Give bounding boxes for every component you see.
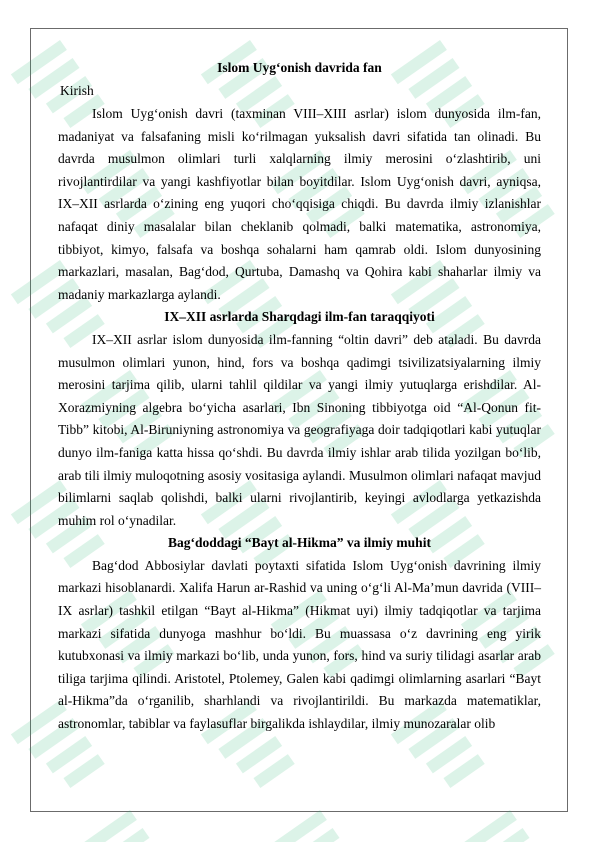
watermark-stripe (461, 810, 517, 842)
document-title: Islom Uyg‘onish davrida fan (217, 60, 382, 75)
watermark-stripe (81, 810, 137, 842)
watermark-mark (461, 810, 555, 842)
watermark-stripe (271, 810, 327, 842)
watermark-mark (271, 810, 365, 842)
watermark-mark (81, 810, 175, 842)
watermark-stripe (478, 828, 529, 842)
document-body (58, 58, 541, 736)
section-heading-bayt-al-hikma: Bag‘doddagi “Bayt al-Hikma” va ilmiy muhit (168, 535, 431, 551)
watermark-stripe (98, 828, 149, 842)
intro-paragraph: Islom Uyg‘onish davri (taxminan VIII–XIII asrlar) islom dunyosida ilm-fan, madaniyat va falsafaning misli ko‘rilmagan yuksalish davri sifatida tan olinadi. Bu davrda musulmon olimlari turli xalqlarning ilmiy merosini o‘zlashtirib, uni rivojlantirdilar va yangi kashfiyotlar bilan boyitdilar. Islom Uyg‘onish davri, ayniqsa, IX–XII asrlarda o‘zining eng yuqori cho‘qqisiga chiqdi. Bu davrda ilmiy izlanishlar nafaqat diniy masalalar bilan cheklanib qolmadi, balki matematika, astronomiya, tibbiyot, kimyo, falsafa va boshqa sohalarni ham qamrab oldi. Islom dunyosining markazlari, masalan, Bag‘dod, Qurtuba, Damashq va Qohira kabi shaharlar ilmiy va madaniy markazlarga aylandi. (58, 106, 541, 302)
bayt-al-hikma-paragraph: Bag‘dod Abbosiylar davlati poytaxti sifatida Islom Uyg‘onish davrining ilmiy markazi hisoblanardi. Xalifa Harun ar-Rashid va uning o‘g‘li Al-Ma’mun davrida (VIII–IX asrlar) tashkil etilgan “Bayt al-Hikma” (Hikmat uyi) ilmiy tadqiqotlar va tarjima markazi sifatida dunyoga mashhur bo‘ldi. Bu muassasa o‘z davrining eng yirik kutubxonasi va ilmiy markazi bo‘lib, unda yunon, fors, hind va suriy tilidagi asarlar arab tiliga tarjima qilindi. Aristotel, Ptolemey, Galen kabi qadimgi olimlarning asarlari “Bayt al-Hikma”da o‘rganilib, sharhlandi va rivojlantirildi. Bu markazda matematiklar, astronomlar, tabiblar va faylasuflar birgalikda ishlaydilar, ilmiy munozaralar olib (58, 557, 541, 732)
intro-label: Kirish (60, 83, 94, 98)
science-progress-paragraph: IX–XII asrlar islom dunyosida ilm-fanning “oltin davri” deb ataladi. Bu davrda musulmon olimlari yunon, hind, fors va boshqa qadimgi tsivilizatsiyalarning ilmiy merosini tarjima qilib, ularni tahlil qildilar va yangi ilmiy yutuqlarga erishdilar. Al-Xorazmiyning algebra bo‘yicha asarlari, Ibn Sinoning tibbiyotga oid “Al-Qonun fit-Tibb” kitobi, Al-Biruniyning astronomiya va geografiyaga doir tadqiqotlari kabi yutuqlar dunyo ilm-faniga katta hissa qo‘shdi. Bu davrda ilmiy ishlar arab tilida yozilgan bo‘lib, arab tili ilmiy muloqotning asosiy vositasiga aylandi. Musulmon olimlari nafaqat mavjud bilimlarni saqlab qolishdi, balki ularni rivojlantirib, keyingi avlodlarga yetkazishda muhim rol o‘ynadilar. (58, 331, 541, 528)
watermark-stripe (288, 828, 339, 842)
section-heading-science-progress: IX–XII asrlarda Sharqdagi ilm-fan taraqqiyoti (164, 309, 435, 325)
